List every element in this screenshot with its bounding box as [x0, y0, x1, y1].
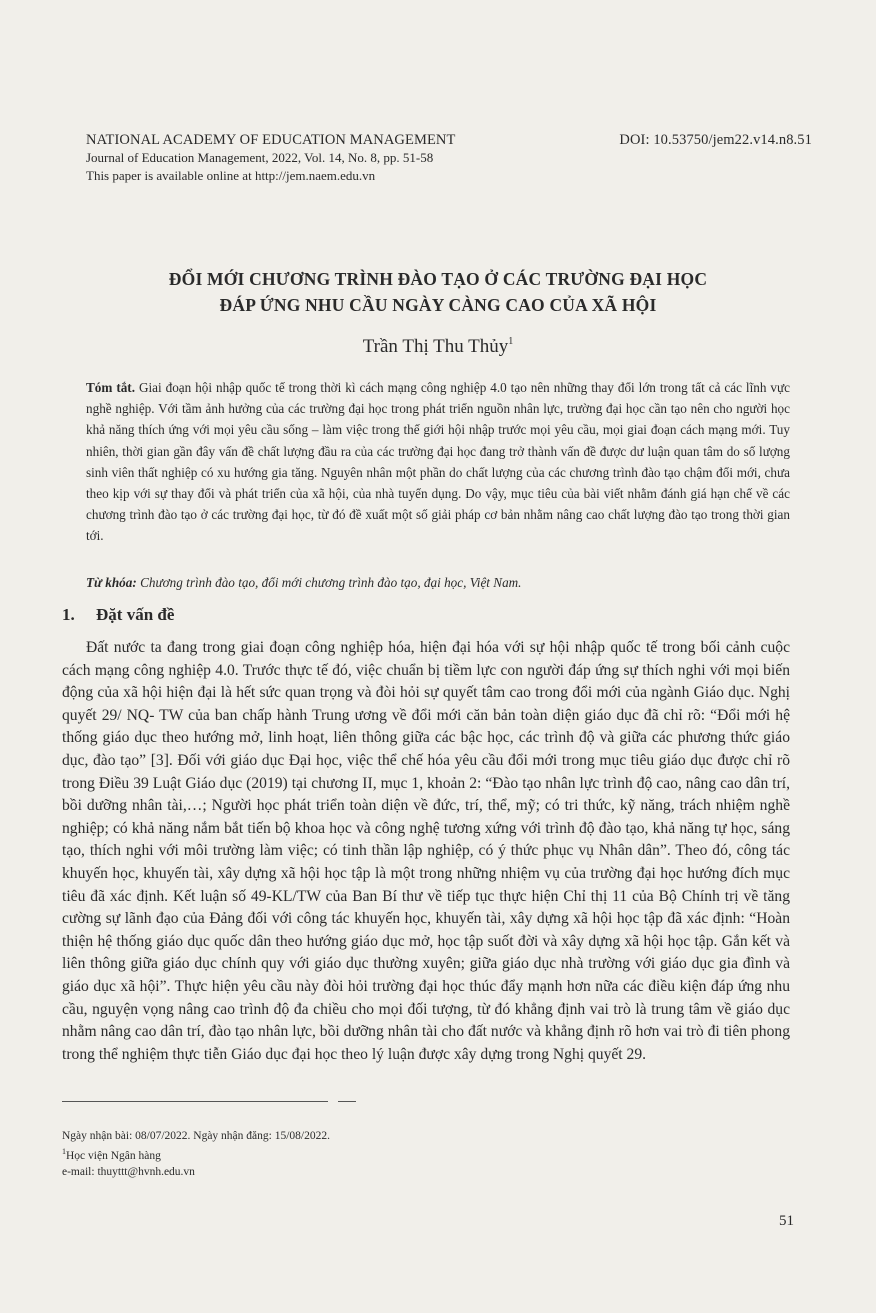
title-line-1: ĐỔI MỚI CHƯƠNG TRÌNH ĐÀO TẠO Ở CÁC TRƯỜNG ĐẠI HỌC: [168, 269, 708, 289]
affiliation-text: Học viện Ngân hàng: [66, 1149, 161, 1162]
keywords-text: Chương trình đào tạo, đổi mới chương trình đào tạo, đại học, Việt Nam.: [136, 575, 522, 590]
abstract-text: Giai đoạn hội nhập quốc tế trong thời kì cách mạng công nghiệp 4.0 tạo nên những thay đổi lớn trong tất cả các lĩnh vực nghề nghiệp. Với tầm ảnh hưởng của các trường đại học trong phát triển nguồn nhân lực, trường đại học cần tạo nên cho người học khả năng thích ứng với mọi yêu cầu sống – làm việc trong thế giới hội nhập trước mọi yêu cầu, mọi giai đoạn cách mạng mới. Tuy nhiên, thời gian gần đây vấn đề chất lượng đầu ra của các trường đại học đang trở thành vấn đề được dư luận quan tâm do số lượng sinh viên thất nghiệp có xu hướng gia tăng. Nguyên nhân một phần do chất lượng của các chương trình đào tạo chậm đổi mới, chưa theo kịp với sự thay đổi và phát triển của xã hội, của nhà tuyển dụng. Do vậy, mục tiêu của bài viết nhằm đánh giá hạn chế về các chương trình đào tạo ở các trường đại học, từ đó đề xuất một số giải pháp cơ bản nhằm nâng cao chất lượng đào tạo trong thời gian tới.: [86, 380, 790, 544]
footnotes: [62, 1128, 562, 1180]
affiliation-mark: 1: [62, 1147, 66, 1156]
body-paragraph: Đất nước ta đang trong giai đoạn công nghiệp hóa, hiện đại hóa với sự hội nhập quốc tế trong bối cảnh cuộc cách mạng công nghiệp 4.0. Trước thực tế đó, việc chuẩn bị tiềm lực con người đáp ứng sự thích nghi với mọi biến động của xã hội hiện đại là hết sức quan trọng và đòi hỏi sự quyết tâm cao trong đổi mới của ngành Giáo dục. Nghị quyết 29/ NQ- TW của ban chấp hành Trung ương về đổi mới căn bản toàn diện giáo dục đã chỉ rõ: “Đổi mới hệ thống giáo dục theo hướng mở, linh hoạt, liên thông giữa các bậc học, các trình độ và giữa các phương thức giáo dục, đào tạo” [3]. Đối với giáo dục Đại học, việc thể chế hóa yêu cầu đổi mới trong mục tiêu giáo dục được chỉ rõ trong Điều 39 Luật Giáo dục (2019) tại chương II, mục 1, khoản 2: “Đào tạo nhân lực trình độ cao, nâng cao dân trí, bồi dưỡng nhân tài,…; Người học phát triển toàn diện về đức, trí, thể, mỹ; có tri thức, kỹ năng, trách nhiệm nghề nghiệp; có khả năng nắm bắt tiến bộ khoa học và công nghệ tương xứng với trình độ đào tạo, khả năng tự học, sáng tạo, thích nghi với môi trường làm việc; có tinh thần lập nghiệp, có ý thức phục vụ Nhân dân”. Theo đó, công tác khuyến học, khuyến tài, xây dựng xã hội học tập là một trong những nhiệm vụ của trường đại học hướng đích mục tiêu đã xác định. Kết luận số 49-KL/TW của Ban Bí thư về tiếp tục thực hiện Chỉ thị 11 của Bộ Chính trị về tăng cường sự lãnh đạo của Đảng đối với công tác khuyến học, khuyến tài, xây dựng xã hội học tập đã xác định: “Hoàn thiện hệ thống giáo dục quốc dân theo hướng giáo dục mở, học tập suốt đời và xây dựng xã hội học tập. Gắn kết và liên thông giữa giáo dục chính quy với giáo dục thường xuyên; giữa giáo dục nhà trường với giáo dục gia đình và giáo dục xã hội”. Thực hiện yêu cầu này đòi hỏi trường đại học thúc đẩy mạnh hơn nữa các điều kiện đáp ứng nhu cầu, nguyện vọng nâng cao trình độ đa chiều cho mọi đối tượng, từ đó khẳng định vai trò là trung tâm về giáo dục nhằm nâng cao dân trí, đào tạo nhân lực, bồi dưỡng nhân tài cho đất nước và khẳng định rõ hơn vai trò đi tiên phong trong thể nghiệm thực tiễn Giáo dục đại học theo lý luận được xây dựng trong Nghị quyết 29.: [62, 639, 790, 1063]
footnote-divider: [62, 1101, 328, 1102]
publisher-name: NATIONAL ACADEMY OF EDUCATION MANAGEMENT: [86, 132, 456, 148]
title-line-2: ĐÁP ỨNG NHU CẦU NGÀY CÀNG CAO CỦA XÃ HỘI: [219, 295, 657, 315]
footnote-dates: Ngày nhận bài: 08/07/2022. Ngày nhận đăng: 15/08/2022.: [62, 1130, 330, 1142]
journal-header: [86, 131, 812, 184]
keywords-label: Từ khóa:: [86, 575, 137, 590]
section-title: Đặt vấn đề: [96, 605, 175, 624]
author-name: Trần Thị Thu Thủy: [362, 336, 509, 357]
keywords: [86, 575, 790, 591]
section-number: 1.: [62, 605, 75, 624]
author-affiliation-mark: 1: [508, 336, 514, 347]
paper-title: [86, 266, 790, 318]
author-line: [86, 336, 790, 358]
availability-note: This paper is available online at http://jem.naem.edu.vn: [86, 167, 376, 183]
body-text: [62, 637, 790, 1066]
doi[interactable]: DOI: 10.53750/jem22.v14.n8.51: [619, 132, 812, 148]
abstract: [86, 377, 790, 547]
section-heading: [62, 605, 174, 625]
footnote-email[interactable]: e-mail: thuyttt@hvnh.edu.vn: [62, 1165, 195, 1178]
footnote-divider-short: [338, 1101, 356, 1102]
page-number: 51: [779, 1213, 794, 1229]
abstract-label: Tóm tắt.: [86, 380, 135, 395]
journal-citation: Journal of Education Management, 2022, Vol. 14, No. 8, pp. 51-58: [86, 150, 434, 165]
footnote-affiliation: [62, 1144, 562, 1164]
